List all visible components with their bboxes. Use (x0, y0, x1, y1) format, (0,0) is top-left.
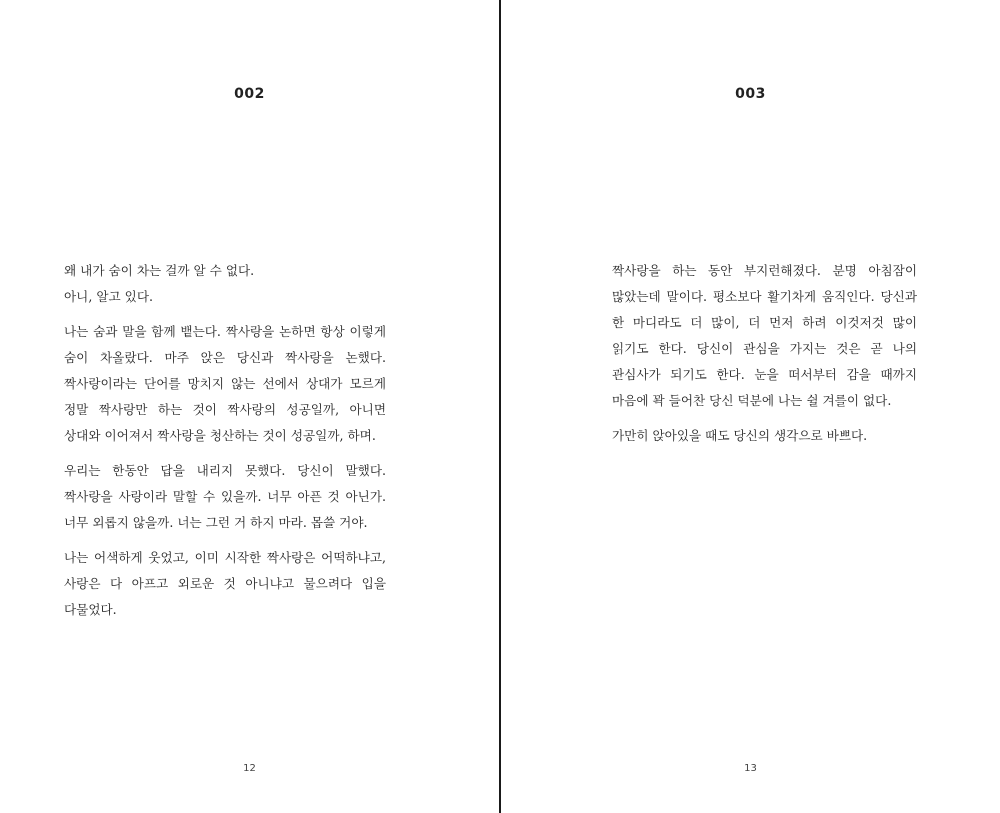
paragraph: 우리는 한동안 답을 내리지 못했다. 당신이 말했다. 짝사랑을 사랑이라 말할 수 있을까. 너무 아픈 것 아닌가. 너무 외롭지 않을까. 너는 그런 거 하지 마라. 몹쓸 거야. (64, 463, 386, 530)
chapter-number: 002 (234, 86, 265, 102)
left-page (0, 0, 499, 813)
body-text (612, 258, 917, 458)
chapter-number: 003 (735, 86, 766, 102)
paragraph: 가만히 앉아있을 때도 당신의 생각으로 바쁘다. (612, 428, 868, 443)
paragraph: 나는 숨과 말을 함께 뱉는다. 짝사랑을 논하면 항상 이렇게 숨이 차올랐다. 마주 앉은 당신과 짝사랑을 논했다. 짝사랑이라는 단어를 망치지 않는 선에서 상대가 모르게 정말 짝사랑만 하는 것이 짝사랑의 성공일까, 아니면 상대와 이어져서 짝사랑을 청산하는 것이 성공일까, 하며. (64, 324, 386, 443)
right-page (501, 0, 1000, 813)
paragraph: 짝사랑을 하는 동안 부지런해졌다. 분명 아침잠이 많았는데 말이다. 평소보다 활기차게 움직인다. 당신과 한 마디라도 더 많이, 더 먼저 하려 이것저것 많이 읽기도 한다. 당신이 관심을 가지는 것은 곧 나의 관심사가 되기도 한다. 눈을 떠서부터 감을 때까지 마음에 꽉 들어찬 당신 덕분에 나는 쉴 겨를이 없다. (612, 263, 917, 408)
paragraph: 나는 어색하게 웃었고, 이미 시작한 짝사랑은 어떡하냐고, 사랑은 다 아프고 외로운 것 아니냐고 물으려다 입을 다물었다. (64, 550, 386, 617)
paragraph: 왜 내가 숨이 차는 걸까 알 수 없다. 아니, 알고 있다. (64, 263, 255, 304)
page-number: 13 (744, 763, 757, 774)
page-number: 12 (243, 763, 256, 774)
body-text (64, 258, 386, 632)
